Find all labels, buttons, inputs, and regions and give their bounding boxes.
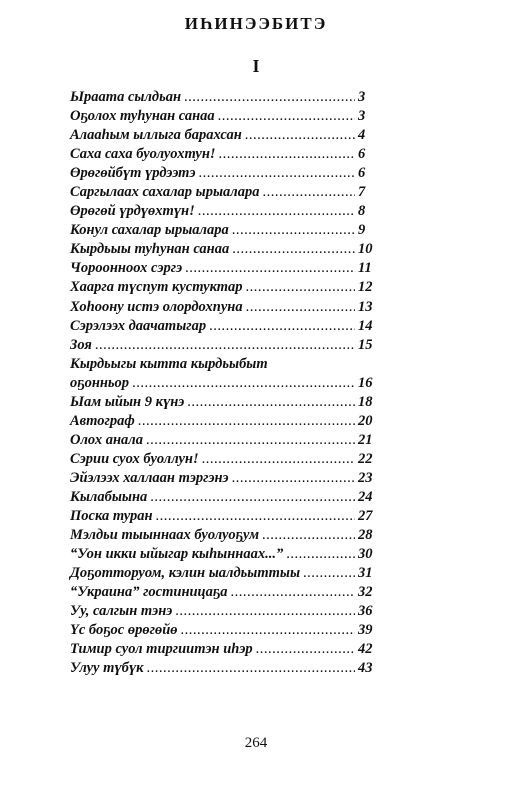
dot-leader <box>95 336 355 355</box>
dot-leader <box>184 88 355 107</box>
toc-entry-page: 9 <box>358 222 366 239</box>
toc-entry-title: оҕонньор <box>70 374 130 391</box>
dot-leader <box>156 507 355 526</box>
toc-entry <box>70 145 376 164</box>
toc-entry-page: 8 <box>358 203 366 220</box>
toc-entry-page: 3 <box>358 108 366 125</box>
toc-entry-page: 31 <box>358 565 373 582</box>
dot-leader <box>232 221 355 240</box>
toc-entry-title: Өрөгөй үрдүөхтүн! <box>70 203 195 220</box>
toc-entry-page: 23 <box>358 469 373 486</box>
dot-leader <box>187 393 355 412</box>
toc-entry-title: Кырдьыы туһунан санаа <box>70 241 230 258</box>
dot-leader <box>181 621 355 640</box>
dot-leader <box>246 278 355 297</box>
toc-entry-page: 24 <box>358 488 373 505</box>
toc-entry-title: Кырдьыгы кытта кырдьыбыт <box>70 355 268 372</box>
toc-entry-title: “Уон икки ыйыгар кыһыннаах...” <box>70 546 284 563</box>
toc-entry <box>70 317 376 336</box>
toc-entry-title: Үс боҕос өрөгөйө <box>70 622 178 639</box>
toc-entry-page: 6 <box>358 146 366 163</box>
toc-entry-page: 22 <box>358 450 373 467</box>
toc-entry-title: Олох анала <box>70 431 143 448</box>
toc-entry <box>70 183 376 202</box>
toc-entry-page: 32 <box>358 584 373 601</box>
dot-leader <box>146 659 355 678</box>
dot-leader <box>245 126 355 145</box>
toc-entry-page: 42 <box>358 641 373 658</box>
toc-entry <box>70 621 376 640</box>
dot-leader <box>198 164 355 183</box>
toc-entry-page: 43 <box>358 660 373 677</box>
toc-entry-page: 30 <box>358 546 373 563</box>
toc-entry-title: Сэрии суох буоллун! <box>70 450 199 467</box>
toc-entry-page: 18 <box>358 393 373 410</box>
toc-entry-title: Конул сахалар ырыалара <box>70 222 229 239</box>
toc-entry <box>70 126 376 145</box>
toc-entry-page: 11 <box>358 260 372 277</box>
toc-entry <box>70 488 376 507</box>
toc-entry-page: 14 <box>358 317 373 334</box>
toc-entry-title: Эйэлээх халлаан тэргэнэ <box>70 469 229 486</box>
dot-leader <box>232 240 355 259</box>
toc-entry-title: Зоя <box>70 336 92 353</box>
toc-entry <box>70 164 376 183</box>
toc-entry <box>70 355 376 374</box>
dot-leader <box>232 469 355 488</box>
toc-entry-page: 36 <box>358 603 373 620</box>
toc-entry <box>70 221 376 240</box>
toc-entry-page: 6 <box>358 165 366 182</box>
toc-entry-title: Оҕолох туһунан санаа <box>70 108 215 125</box>
toc-entry-title: Чороонноох сэргэ <box>70 260 183 277</box>
toc-entry-page: 27 <box>358 508 373 525</box>
toc-entry-title: Кылабыына <box>70 488 148 505</box>
toc-entry-page: 15 <box>358 336 373 353</box>
toc-entry <box>70 659 376 678</box>
toc-entry-title: Мэлдьи тыыннаах буолуоҕум <box>70 527 260 544</box>
toc-entry-page: 12 <box>358 279 373 296</box>
toc-entry-title: Улуу түбүк <box>70 660 144 677</box>
dot-leader <box>230 583 355 602</box>
dot-leader <box>262 526 355 545</box>
toc-entry-title: Уу, салгын тэнэ <box>70 603 173 620</box>
dot-leader <box>209 317 355 336</box>
toc-entry <box>70 202 376 221</box>
toc-entry-title: Хаарга түспут кустуктар <box>70 279 243 296</box>
toc-entry <box>70 374 376 393</box>
page-number: 264 <box>244 735 268 751</box>
toc-entry <box>70 240 376 259</box>
toc-entry <box>70 602 376 621</box>
toc-entry <box>70 640 376 659</box>
toc-entry <box>70 259 376 278</box>
toc-entry <box>70 583 376 602</box>
table-of-contents <box>70 88 376 678</box>
toc-entry-page: 7 <box>358 184 366 201</box>
dot-leader <box>138 412 355 431</box>
toc-entry-title: Ыам ыйын 9 күнэ <box>70 393 185 410</box>
toc-entry <box>70 88 376 107</box>
toc-entry-title: Өрөгөйбүт үрдээтэ <box>70 165 196 182</box>
toc-entry <box>70 450 376 469</box>
toc-entry-title: Саргылаах сахалар ырыалара <box>70 184 260 201</box>
dot-leader <box>198 202 355 221</box>
dot-leader <box>202 450 355 469</box>
toc-entry-page: 13 <box>358 298 373 315</box>
toc-entry-title: Автограф <box>70 412 135 429</box>
toc-entry <box>70 431 376 450</box>
toc-entry <box>70 393 376 412</box>
toc-entry <box>70 336 376 355</box>
toc-entry-title: Тимир суол тиргиитэн иһэр <box>70 641 253 658</box>
dot-leader <box>218 107 355 126</box>
toc-entry-page: 16 <box>358 374 373 391</box>
toc-entry-page: 21 <box>358 431 373 448</box>
toc-entry <box>70 298 376 317</box>
toc-entry-page: 39 <box>358 622 373 639</box>
toc-entry-page: 28 <box>358 527 373 544</box>
dot-leader <box>286 545 355 564</box>
toc-entry <box>70 507 376 526</box>
dot-leader <box>303 564 355 583</box>
dot-leader <box>246 298 355 317</box>
dot-leader <box>219 145 355 164</box>
toc-entry <box>70 564 376 583</box>
toc-entry-title: Поска туран <box>70 508 153 525</box>
toc-entry-page: 4 <box>358 127 366 144</box>
toc-entry-page: 20 <box>358 412 373 429</box>
toc-entry-title: “Украина” гостиницаҕа <box>70 584 228 601</box>
toc-entry <box>70 278 376 297</box>
toc-entry-title: Сэрэлээх даачатыгар <box>70 317 207 334</box>
toc-entry <box>70 469 376 488</box>
toc-entry <box>70 526 376 545</box>
dot-leader <box>256 640 355 659</box>
toc-entry-title: Доҕотторуом, кэлин ыалдьыттыы <box>70 565 301 582</box>
dot-leader <box>132 374 355 393</box>
toc-entry <box>70 412 376 431</box>
dot-leader <box>185 259 355 278</box>
toc-entry <box>70 545 376 564</box>
page-header: ИҺИНЭЭБИТЭ <box>184 14 328 33</box>
toc-entry-title: Хоһоону истэ олордохпуна <box>70 298 243 315</box>
toc-entry-page: 10 <box>358 241 373 258</box>
toc-entry-title: Алааһым ыллыга барахсан <box>70 127 242 144</box>
dot-leader <box>175 602 355 621</box>
dot-leader <box>146 431 355 450</box>
toc-entry-title: Ыраата сылдьан <box>70 89 182 105</box>
toc-entry <box>70 107 376 126</box>
dot-leader <box>263 183 356 202</box>
dot-leader <box>150 488 355 507</box>
toc-entry-page: 3 <box>358 89 366 105</box>
toc-entry-title: Саха саха буолуохтун! <box>70 146 216 163</box>
section-numeral: I <box>252 56 260 76</box>
